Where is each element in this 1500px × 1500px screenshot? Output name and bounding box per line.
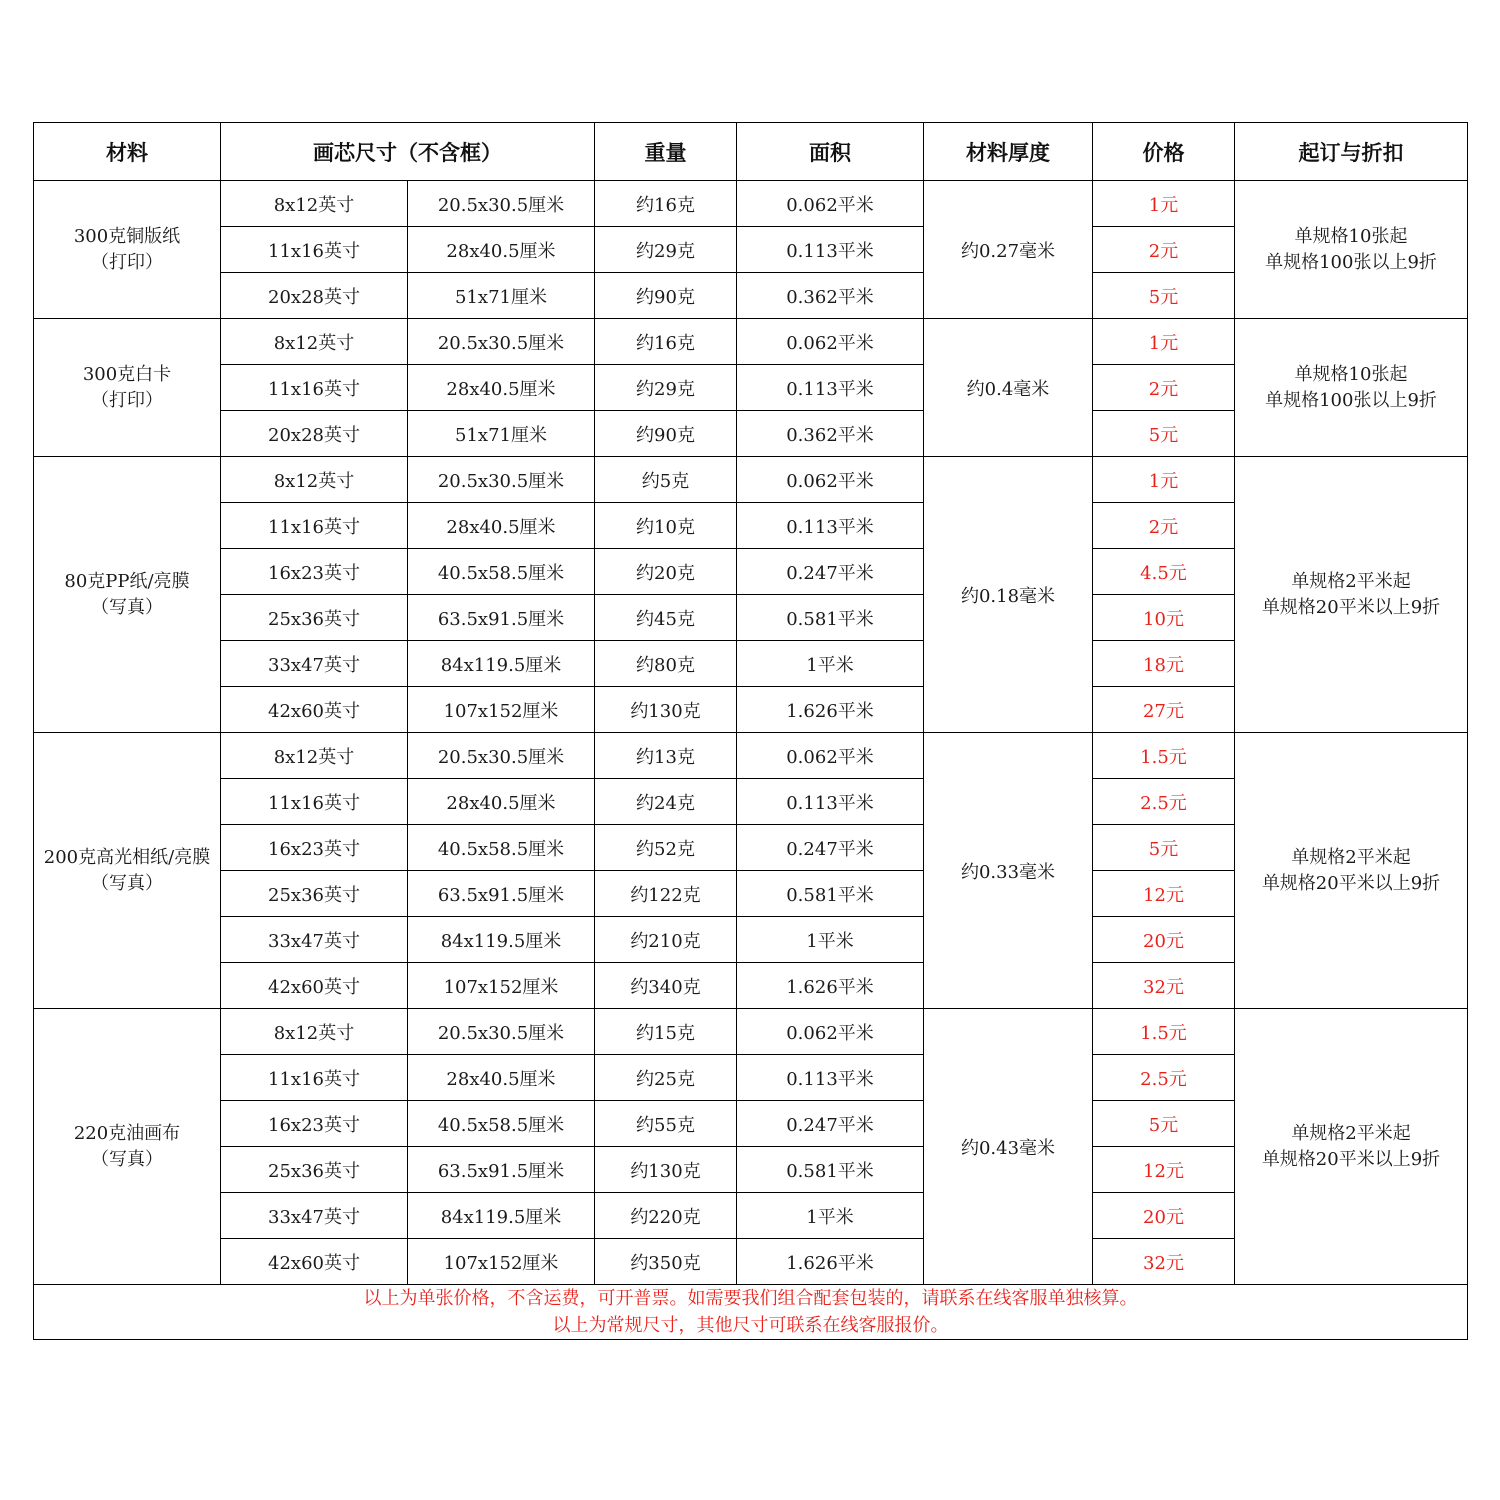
price-cell: 20元 [1093, 1193, 1235, 1239]
table-body [34, 181, 1468, 1285]
weight-cell: 约25克 [595, 1055, 737, 1101]
price-cell: 12元 [1093, 1147, 1235, 1193]
area-cell: 0.113平米 [737, 227, 924, 273]
size-inch-cell: 20x28英寸 [221, 273, 408, 319]
size-cm-cell: 28x40.5厘米 [408, 1055, 595, 1101]
size-cm-cell: 20.5x30.5厘米 [408, 319, 595, 365]
price-cell: 10元 [1093, 595, 1235, 641]
price-cell: 27元 [1093, 687, 1235, 733]
moq-cell [1235, 457, 1468, 733]
price-sheet [33, 122, 1468, 1340]
material-cell [34, 733, 221, 1009]
moq-label: 单规格20平米以上9折 [1261, 1148, 1441, 1170]
size-inch-cell: 42x60英寸 [221, 687, 408, 733]
size-cm-cell: 84x119.5厘米 [408, 641, 595, 687]
weight-cell: 约122克 [595, 871, 737, 917]
size-cm-cell: 20.5x30.5厘米 [408, 457, 595, 503]
moq-cell [1235, 319, 1468, 457]
area-cell: 0.247平米 [737, 825, 924, 871]
weight-cell: 约130克 [595, 687, 737, 733]
header-material: 材料 [34, 123, 221, 181]
size-cm-cell: 107x152厘米 [408, 963, 595, 1009]
size-cm-cell: 28x40.5厘米 [408, 503, 595, 549]
moq-cell [1235, 1009, 1468, 1285]
size-cm-cell: 84x119.5厘米 [408, 917, 595, 963]
size-inch-cell: 16x23英寸 [221, 549, 408, 595]
size-cm-cell: 28x40.5厘米 [408, 365, 595, 411]
notes-row [34, 1285, 1468, 1340]
size-inch-cell: 8x12英寸 [221, 457, 408, 503]
area-cell: 0.247平米 [737, 1101, 924, 1147]
header-area: 面积 [737, 123, 924, 181]
weight-cell: 约20克 [595, 549, 737, 595]
header-price: 价格 [1093, 123, 1235, 181]
area-cell: 0.062平米 [737, 1009, 924, 1055]
weight-cell: 约220克 [595, 1193, 737, 1239]
price-cell: 1.5元 [1093, 1009, 1235, 1055]
weight-cell: 约340克 [595, 963, 737, 1009]
size-cm-cell: 63.5x91.5厘米 [408, 595, 595, 641]
price-cell: 32元 [1093, 1239, 1235, 1285]
area-cell: 0.062平米 [737, 181, 924, 227]
size-inch-cell: 16x23英寸 [221, 1101, 408, 1147]
area-cell: 1平米 [737, 917, 924, 963]
weight-cell: 约24克 [595, 779, 737, 825]
size-cm-cell: 63.5x91.5厘米 [408, 1147, 595, 1193]
material-label: 80克PP纸/亮膜 [64, 570, 190, 592]
material-cell [34, 181, 221, 319]
price-table [33, 122, 1468, 1340]
price-cell: 5元 [1093, 411, 1235, 457]
area-cell: 1.626平米 [737, 963, 924, 1009]
price-cell: 1.5元 [1093, 733, 1235, 779]
weight-cell: 约16克 [595, 181, 737, 227]
size-cm-cell: 84x119.5厘米 [408, 1193, 595, 1239]
area-cell: 0.581平米 [737, 595, 924, 641]
size-cm-cell: 40.5x58.5厘米 [408, 825, 595, 871]
weight-cell: 约130克 [595, 1147, 737, 1193]
price-cell: 4.5元 [1093, 549, 1235, 595]
material-label: （打印） [91, 389, 163, 411]
material-cell [34, 457, 221, 733]
price-cell: 32元 [1093, 963, 1235, 1009]
size-inch-cell: 11x16英寸 [221, 503, 408, 549]
table-row [34, 1009, 1468, 1055]
moq-label: 单规格100张以上9折 [1265, 389, 1437, 411]
price-cell: 2元 [1093, 227, 1235, 273]
moq-label: 单规格2平米起 [1291, 570, 1411, 592]
moq-label: 单规格20平米以上9折 [1261, 872, 1441, 894]
size-cm-cell: 107x152厘米 [408, 1239, 595, 1285]
moq-label: 单规格2平米起 [1291, 846, 1411, 868]
weight-cell: 约210克 [595, 917, 737, 963]
weight-cell: 约16克 [595, 319, 737, 365]
material-label: （写真） [91, 596, 163, 618]
weight-cell: 约15克 [595, 1009, 737, 1055]
header-moq: 起订与折扣 [1235, 123, 1468, 181]
area-cell: 0.062平米 [737, 457, 924, 503]
size-cm-cell: 51x71厘米 [408, 411, 595, 457]
area-cell: 0.062平米 [737, 733, 924, 779]
weight-cell: 约90克 [595, 273, 737, 319]
area-cell: 0.113平米 [737, 503, 924, 549]
area-cell: 0.362平米 [737, 273, 924, 319]
size-inch-cell: 16x23英寸 [221, 825, 408, 871]
header-thickness: 材料厚度 [924, 123, 1093, 181]
price-cell: 2元 [1093, 503, 1235, 549]
moq-cell [1235, 181, 1468, 319]
area-cell: 0.581平米 [737, 871, 924, 917]
thickness-cell: 约0.27毫米 [924, 181, 1093, 319]
price-cell: 5元 [1093, 825, 1235, 871]
area-cell: 0.113平米 [737, 365, 924, 411]
table-row [34, 733, 1468, 779]
size-cm-cell: 63.5x91.5厘米 [408, 871, 595, 917]
price-cell: 1元 [1093, 181, 1235, 227]
moq-label: 单规格20平米以上9折 [1261, 596, 1441, 618]
thickness-cell: 约0.43毫米 [924, 1009, 1093, 1285]
size-inch-cell: 33x47英寸 [221, 641, 408, 687]
size-cm-cell: 20.5x30.5厘米 [408, 1009, 595, 1055]
price-cell: 1元 [1093, 457, 1235, 503]
price-cell: 18元 [1093, 641, 1235, 687]
area-cell: 0.581平米 [737, 1147, 924, 1193]
size-inch-cell: 8x12英寸 [221, 733, 408, 779]
price-cell: 2.5元 [1093, 1055, 1235, 1101]
size-cm-cell: 28x40.5厘米 [408, 779, 595, 825]
table-row [34, 457, 1468, 503]
table-row [34, 181, 1468, 227]
weight-cell: 约80克 [595, 641, 737, 687]
material-label: 300克铜版纸 [73, 225, 181, 247]
weight-cell: 约55克 [595, 1101, 737, 1147]
size-inch-cell: 11x16英寸 [221, 1055, 408, 1101]
moq-label: 单规格2平米起 [1291, 1122, 1411, 1144]
header-row [34, 123, 1468, 181]
area-cell: 0.247平米 [737, 549, 924, 595]
material-cell [34, 319, 221, 457]
size-inch-cell: 11x16英寸 [221, 779, 408, 825]
material-label: （打印） [91, 251, 163, 273]
size-cm-cell: 28x40.5厘米 [408, 227, 595, 273]
weight-cell: 约10克 [595, 503, 737, 549]
weight-cell: 约29克 [595, 227, 737, 273]
size-inch-cell: 11x16英寸 [221, 365, 408, 411]
material-label: 220克油画布 [73, 1122, 181, 1144]
size-inch-cell: 42x60英寸 [221, 1239, 408, 1285]
weight-cell: 约29克 [595, 365, 737, 411]
material-label: （写真） [91, 872, 163, 894]
size-cm-cell: 40.5x58.5厘米 [408, 1101, 595, 1147]
weight-cell: 约5克 [595, 457, 737, 503]
notes-cell [34, 1285, 1468, 1340]
weight-cell: 约13克 [595, 733, 737, 779]
thickness-cell: 约0.18毫米 [924, 457, 1093, 733]
moq-label: 单规格10张起 [1294, 363, 1408, 385]
size-inch-cell: 33x47英寸 [221, 917, 408, 963]
size-cm-cell: 20.5x30.5厘米 [408, 181, 595, 227]
material-label: 200克高光相纸/亮膜 [43, 846, 211, 868]
note-line-2: 以上为常规尺寸，其他尺寸可联系在线客服报价。 [552, 1315, 949, 1336]
weight-cell: 约350克 [595, 1239, 737, 1285]
price-cell: 1元 [1093, 319, 1235, 365]
weight-cell: 约45克 [595, 595, 737, 641]
price-cell: 5元 [1093, 1101, 1235, 1147]
size-inch-cell: 42x60英寸 [221, 963, 408, 1009]
area-cell: 1.626平米 [737, 687, 924, 733]
table-row [34, 319, 1468, 365]
weight-cell: 约90克 [595, 411, 737, 457]
price-cell: 2元 [1093, 365, 1235, 411]
size-inch-cell: 25x36英寸 [221, 871, 408, 917]
area-cell: 1平米 [737, 641, 924, 687]
size-cm-cell: 107x152厘米 [408, 687, 595, 733]
size-inch-cell: 11x16英寸 [221, 227, 408, 273]
thickness-cell: 约0.4毫米 [924, 319, 1093, 457]
material-label: （写真） [91, 1148, 163, 1170]
price-cell: 12元 [1093, 871, 1235, 917]
header-weight: 重量 [595, 123, 737, 181]
area-cell: 0.362平米 [737, 411, 924, 457]
weight-cell: 约52克 [595, 825, 737, 871]
header-size: 画芯尺寸（不含框） [221, 123, 595, 181]
size-inch-cell: 25x36英寸 [221, 1147, 408, 1193]
size-inch-cell: 25x36英寸 [221, 595, 408, 641]
moq-cell [1235, 733, 1468, 1009]
size-inch-cell: 20x28英寸 [221, 411, 408, 457]
area-cell: 0.113平米 [737, 1055, 924, 1101]
moq-label: 单规格10张起 [1294, 225, 1408, 247]
price-cell: 2.5元 [1093, 779, 1235, 825]
note-line-1: 以上为单张价格，不含运费，可开普票。如需要我们组合配套包装的，请联系在线客服单独核算。 [363, 1288, 1138, 1309]
area-cell: 1平米 [737, 1193, 924, 1239]
moq-label: 单规格100张以上9折 [1265, 251, 1437, 273]
area-cell: 1.626平米 [737, 1239, 924, 1285]
size-inch-cell: 8x12英寸 [221, 319, 408, 365]
size-cm-cell: 51x71厘米 [408, 273, 595, 319]
size-inch-cell: 8x12英寸 [221, 1009, 408, 1055]
size-cm-cell: 40.5x58.5厘米 [408, 549, 595, 595]
size-cm-cell: 20.5x30.5厘米 [408, 733, 595, 779]
area-cell: 0.062平米 [737, 319, 924, 365]
thickness-cell: 约0.33毫米 [924, 733, 1093, 1009]
size-inch-cell: 33x47英寸 [221, 1193, 408, 1239]
area-cell: 0.113平米 [737, 779, 924, 825]
price-cell: 5元 [1093, 273, 1235, 319]
material-cell [34, 1009, 221, 1285]
size-inch-cell: 8x12英寸 [221, 181, 408, 227]
price-cell: 20元 [1093, 917, 1235, 963]
material-label: 300克白卡 [82, 363, 172, 385]
